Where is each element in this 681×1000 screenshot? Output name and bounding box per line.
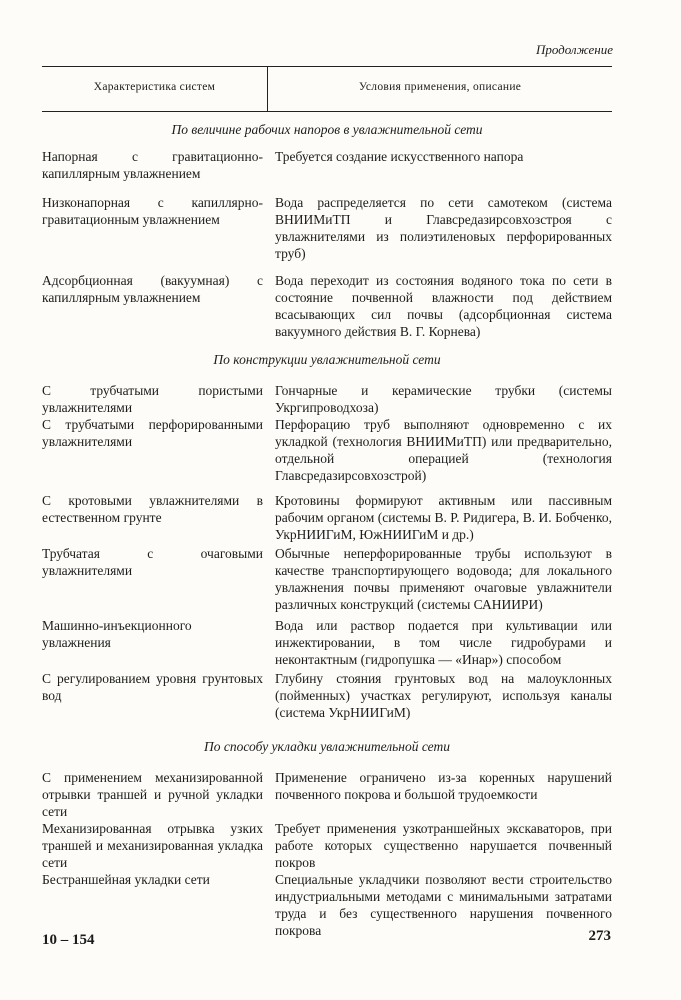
section-title: По способу укладки увлажнительной сети [203,739,450,754]
table-row [42,820,612,871]
description-cell: Глубину стояния грунтовых вод на малоуклонных (пойменных) участках регулируют, используя каналы (система УкрНИИГиМ) [275,671,612,720]
table-row [42,492,612,543]
system-cell: Трубчатая с очаговыми увлажнителями [42,546,263,578]
description-cell: Вода или раствор подается при культивации или инжектировании, в том числе гидробурами и неконтактным (гидропушка — «Инар») способом [275,618,612,667]
table-row [42,194,612,262]
description-cell: Требуется создание искусственного напора [275,149,524,164]
description-cell: Гончарные и керамические трубки (системы Укргипроводхоза) [275,383,612,415]
description-cell: Вода переходит из состояния водяного тока по сети в состояние почвенной влажности под действием всасывающих сил почвы (адсорбционная система вакуумного действия В. Г. Корнева) [275,273,612,339]
header-col-systems: Характеристика систем [93,81,216,93]
description-cell: Требует применения узкотраншейных экскаваторов, при работе которых существенно нарушается почвенный покров [275,821,612,870]
system-cell: С применением механизированной отрывки траншей и ручной укладки сети [42,770,263,819]
table-row [42,670,612,721]
table-row [42,382,612,416]
system-cell: Низконапорная с капиллярно-гравитационным увлажнением [42,195,263,227]
table-row [42,148,612,182]
description-cell: Кротовины формируют активным или пассивным рабочим органом (системы В. Р. Ридигера, В. И. Бобченко, УкрНИИГиМ, ЮжНИИГиМ и др.) [275,493,612,542]
system-cell: С трубчатыми пористыми увлажнителями [42,383,263,415]
table-row [42,617,612,668]
table-row [42,871,612,939]
section-title: По величине рабочих напоров в увлажнительной сети [171,122,483,137]
description-cell: Вода распределяется по сети самотеком (система ВНИИМиТП и Главсредазирсовхозстроя с увлажнителями из полиэтиленовых перфорированных труб) [275,195,612,261]
system-cell: Машинно-инъекционного увлажнения [42,618,192,650]
system-cell: Бестраншейная укладки сети [42,872,210,887]
system-cell: Механизированная отрывка узких траншей и механизированная укладка сети [42,821,263,870]
printer-signature: 10 – 154 [42,932,95,948]
table-body [42,118,612,939]
table-row [42,545,612,613]
system-cell: С трубчатыми перфорированными увлажнителями [42,417,263,449]
description-cell: Специальные укладчики позволяют вести строительство индустриальными методами с минимальными затратами труда и без существенного нарушения почвенного покрова [275,872,612,938]
table-row [42,272,612,340]
table-header [42,66,612,112]
continued-label: Продолжение [535,42,613,57]
table-row [42,769,612,820]
section-title: По конструкции увлажнительной сети [213,352,441,367]
page-number: 273 [588,928,611,944]
description-cell: Применение ограничено из-за коренных нарушений почвенного покрова и большой трудоемкости [275,770,612,802]
system-cell: Напорная с гравитационно-капиллярным увлажнением [42,149,263,181]
system-cell: С кротовыми увлажнителями в естественном грунте [42,493,263,525]
description-cell: Перфорацию труб выполняют одновременно с их укладкой (технология ВНИИМиТП) или предварительно, отдельной операцией (технология Главсредазирсовхозстрой) [275,417,612,483]
table-row [42,416,612,484]
header-col-conditions: Условия применения, описание [358,81,522,93]
description-cell: Обычные неперфорированные трубы используют в качестве транспортирующего водовода; для локального увлажнения почвы применяют очаговые увлажнители различных конструкций (системы САНИИРИ) [275,546,612,612]
system-cell: С регулированием уровня грунтовых вод [42,671,263,703]
system-cell: Адсорбционная (вакуумная) с капиллярным увлажнением [42,273,263,305]
